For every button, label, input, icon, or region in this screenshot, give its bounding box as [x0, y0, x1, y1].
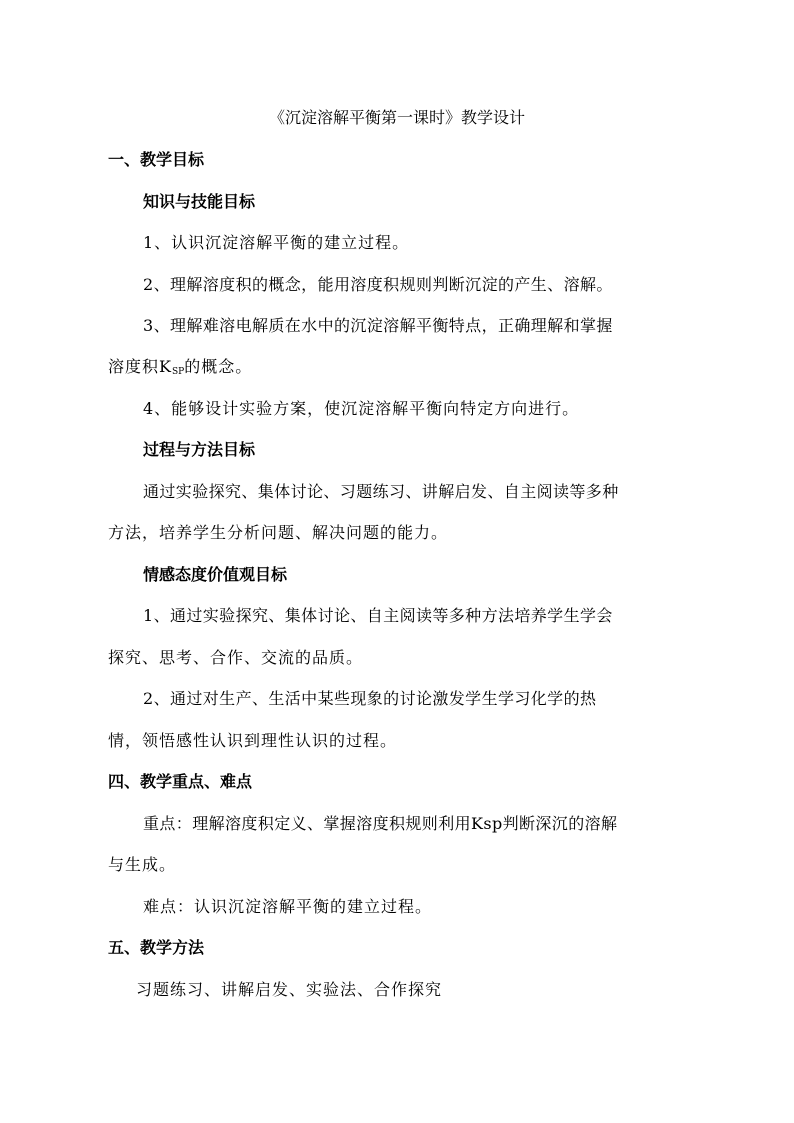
knowledge-item-4: 4、能够设计实验方案，使沉淀溶解平衡向特定方向进行。 [143, 399, 580, 418]
emotion-line-2: 探究、思考、合作、交流的品质。 [108, 648, 364, 667]
ksp-suffix-text: 的概念。 [184, 357, 253, 376]
ksp-subscript: SP [171, 367, 185, 377]
subheading-emotion-values: 情感态度价值观目标 [143, 565, 288, 584]
key-point-line-2: 与生成。 [108, 855, 177, 874]
key-point-line-1: 重点：理解溶度积定义、掌握溶度积规则利用Ksp判断深沉的溶解 [143, 814, 618, 833]
section-heading-key-points: 四、教学重点、难点 [108, 772, 253, 791]
section-heading-teaching-methods: 五、教学方法 [108, 938, 205, 957]
process-line-1: 通过实验探究、集体讨论、习题练习、讲解启发、自主阅读等多种 [143, 482, 619, 501]
teaching-methods-line: 习题练习、讲解启发、实验法、合作探究 [136, 980, 443, 999]
knowledge-item-2: 2、理解溶度积的概念，能用溶度积规则判断沉淀的产生、溶解。 [143, 275, 613, 294]
subheading-process-methods: 过程与方法目标 [143, 440, 256, 459]
subheading-knowledge-skills: 知识与技能目标 [143, 192, 256, 211]
knowledge-item-3-continued [108, 356, 252, 383]
knowledge-item-3: 3、理解难溶电解质在水中的沉淀溶解平衡特点，正确理解和掌握 [143, 316, 613, 335]
document-title: 《沉淀溶解平衡第一课时》教学设计 [268, 108, 525, 127]
knowledge-item-1: 1、认识沉淀溶解平衡的建立过程。 [143, 233, 410, 252]
difficult-point-line: 难点：认识沉淀溶解平衡的建立过程。 [143, 897, 433, 916]
ksp-prefix-text: 溶度积K [108, 357, 172, 376]
emotion-line-3: 2、通过对生产、生活中某些现象的讨论激发学生学习化学的热 [143, 689, 597, 708]
emotion-line-1: 1、通过实验探究、集体讨论、自主阅读等多种方法培养学生学会 [143, 606, 613, 625]
section-heading-objectives: 一、教学目标 [108, 150, 205, 169]
process-line-2: 方法，培养学生分析问题、解决问题的能力。 [108, 523, 449, 542]
emotion-line-4: 情，领悟感性认识到理性认识的过程。 [108, 731, 398, 750]
